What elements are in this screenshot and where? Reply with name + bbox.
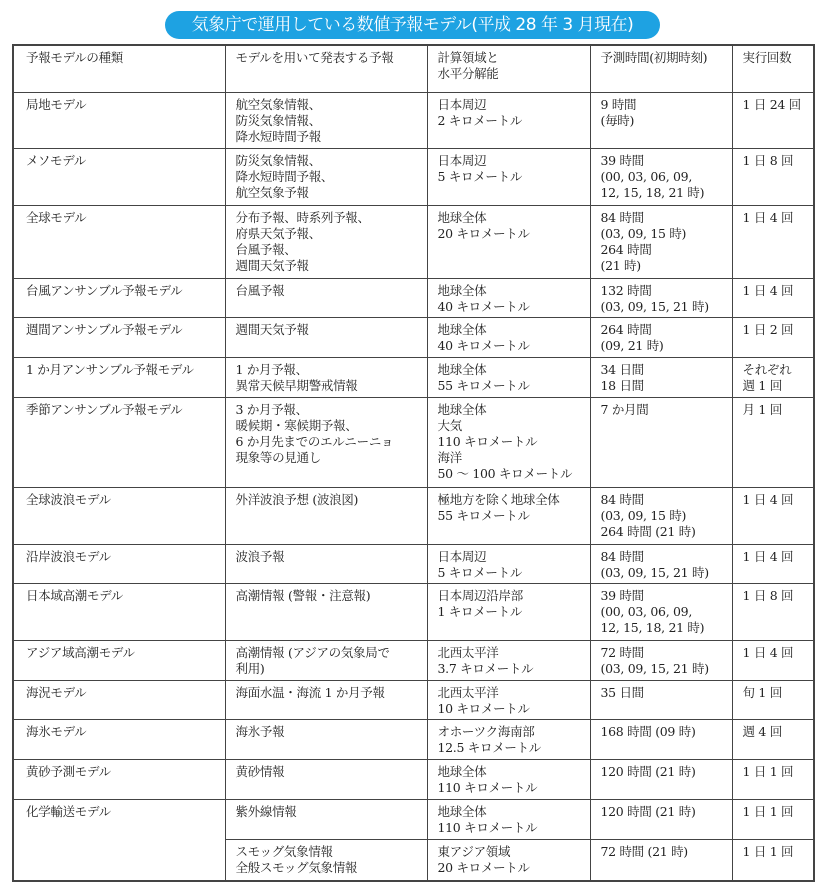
header-model-type: 予報モデルの種類 — [13, 45, 225, 92]
table-row — [13, 759, 814, 799]
cell-model-type: 海氷モデル — [13, 719, 225, 759]
cell-model-type: メソモデル — [13, 148, 225, 205]
cell-model-type: 日本域高潮モデル — [13, 583, 225, 640]
cell-forecast-products: 高潮情報 (警報・注意報) — [225, 583, 427, 640]
cell-model-type: 海況モデル — [13, 680, 225, 719]
cell-forecast-products: 海面水温・海流 1 か月予報 — [225, 680, 427, 719]
cell-forecast-products: 防災気象情報、 降水短時間予報、 航空気象予報 — [225, 148, 427, 205]
cell-run-frequency: 1 日 4 回 — [732, 278, 814, 317]
cell-forecast-time: 168 時間 (09 時) — [590, 719, 732, 759]
cell-forecast-time: 120 時間 (21 時) — [590, 759, 732, 799]
cell-model-type: 週間アンサンブル予報モデル — [13, 317, 225, 357]
cell-domain-resolution: 地球全体 55 キロメートル — [427, 357, 590, 397]
cell-run-frequency: 1 日 8 回 — [732, 148, 814, 205]
cell-model-type: 化学輸送モデル — [13, 799, 225, 881]
cell-run-frequency: 1 日 4 回 — [732, 544, 814, 583]
cell-forecast-products: 1 か月予報、 異常天候早期警戒情報 — [225, 357, 427, 397]
cell-model-type: 1 か月アンサンブル予報モデル — [13, 357, 225, 397]
table-row — [13, 148, 814, 205]
cell-run-frequency: それぞれ 週 1 回 — [732, 357, 814, 397]
cell-model-type: 季節アンサンブル予報モデル — [13, 397, 225, 487]
table-row — [13, 583, 814, 640]
cell-run-frequency: 1 日 1 回 — [732, 799, 814, 839]
cell-run-frequency: 1 日 4 回 — [732, 640, 814, 680]
cell-model-type: 沿岸波浪モデル — [13, 544, 225, 583]
cell-domain-resolution: 日本周辺 5 キロメートル — [427, 148, 590, 205]
cell-domain-resolution: 地球全体 110 キロメートル — [427, 759, 590, 799]
cell-forecast-time: 120 時間 (21 時) — [590, 799, 732, 839]
cell-domain-resolution: 地球全体 110 キロメートル — [427, 799, 590, 839]
table-row — [13, 719, 814, 759]
cell-forecast-products: 海氷予報 — [225, 719, 427, 759]
cell-model-type: 全球波浪モデル — [13, 487, 225, 544]
cell-domain-resolution: オホーツク海南部 12.5 キロメートル — [427, 719, 590, 759]
cell-forecast-time: 84 時間 (03, 09, 15 時) 264 時間 (21 時) — [590, 487, 732, 544]
table-row — [13, 680, 814, 719]
cell-run-frequency: 1 日 24 回 — [732, 92, 814, 148]
cell-forecast-time: 35 日間 — [590, 680, 732, 719]
header-domain-resolution: 計算領域と 水平分解能 — [427, 45, 590, 92]
cell-run-frequency: 1 日 1 回 — [732, 759, 814, 799]
table-row — [13, 544, 814, 583]
cell-domain-resolution: 日本周辺 5 キロメートル — [427, 544, 590, 583]
cell-forecast-time: 84 時間 (03, 09, 15, 21 時) — [590, 544, 732, 583]
table-row — [13, 92, 814, 148]
cell-run-frequency: 旬 1 回 — [732, 680, 814, 719]
cell-model-type: アジア域高潮モデル — [13, 640, 225, 680]
cell-run-frequency: 週 4 回 — [732, 719, 814, 759]
cell-forecast-time: 7 か月間 — [590, 397, 732, 487]
cell-forecast-time: 84 時間 (03, 09, 15 時) 264 時間 (21 時) — [590, 205, 732, 278]
cell-forecast-time: 72 時間 (03, 09, 15, 21 時) — [590, 640, 732, 680]
cell-run-frequency: 1 日 4 回 — [732, 487, 814, 544]
table-row — [13, 397, 814, 487]
cell-forecast-products: 高潮情報 (アジアの気象局で 利用) — [225, 640, 427, 680]
cell-run-frequency: 1 日 2 回 — [732, 317, 814, 357]
cell-forecast-products: 3 か月予報、 暖候期・寒候期予報、 6 か月先までのエルニーニョ 現象等の見通し — [225, 397, 427, 487]
cell-run-frequency: 月 1 回 — [732, 397, 814, 487]
header-forecast-products: モデルを用いて発表する予報 — [225, 45, 427, 92]
table-row — [13, 487, 814, 544]
cell-run-frequency: 1 日 4 回 — [732, 205, 814, 278]
cell-model-type: 局地モデル — [13, 92, 225, 148]
cell-domain-resolution: 地球全体 20 キロメートル — [427, 205, 590, 278]
cell-forecast-products: 黄砂情報 — [225, 759, 427, 799]
cell-forecast-time: 9 時間 (毎時) — [590, 92, 732, 148]
cell-forecast-products: 台風予報 — [225, 278, 427, 317]
nwp-models-table — [12, 44, 815, 882]
cell-domain-resolution: 極地方を除く地球全体 55 キロメートル — [427, 487, 590, 544]
table-row — [13, 640, 814, 680]
table-row — [13, 799, 814, 839]
cell-model-type: 全球モデル — [13, 205, 225, 278]
cell-model-type: 黄砂予測モデル — [13, 759, 225, 799]
table-row — [13, 205, 814, 278]
cell-forecast-products: 週間天気予報 — [225, 317, 427, 357]
cell-forecast-products: 紫外線情報 — [225, 799, 427, 839]
header-row — [13, 45, 814, 92]
cell-domain-resolution: 日本周辺 2 キロメートル — [427, 92, 590, 148]
table-title: 気象庁で運用している数値予報モデル(平成 28 年 3 月現在) — [165, 11, 660, 39]
cell-domain-resolution: 北西太平洋 3.7 キロメートル — [427, 640, 590, 680]
cell-forecast-time: 132 時間 (03, 09, 15, 21 時) — [590, 278, 732, 317]
cell-forecast-products: 分布予報、時系列予報、 府県天気予報、 台風予報、 週間天気予報 — [225, 205, 427, 278]
table-row — [13, 278, 814, 317]
cell-domain-resolution: 日本周辺沿岸部 1 キロメートル — [427, 583, 590, 640]
header-forecast-time: 予測時間(初期時刻) — [590, 45, 732, 92]
cell-domain-resolution: 地球全体 40 キロメートル — [427, 278, 590, 317]
cell-run-frequency: 1 日 1 回 — [732, 839, 814, 881]
cell-forecast-time: 34 日間 18 日間 — [590, 357, 732, 397]
header-run-frequency: 実行回数 — [732, 45, 814, 92]
cell-forecast-time: 39 時間 (00, 03, 06, 09, 12, 15, 18, 21 時) — [590, 583, 732, 640]
table-row — [13, 317, 814, 357]
cell-forecast-products: スモッグ気象情報 全般スモッグ気象情報 — [225, 839, 427, 881]
cell-forecast-time: 264 時間 (09, 21 時) — [590, 317, 732, 357]
cell-domain-resolution: 地球全体 40 キロメートル — [427, 317, 590, 357]
cell-forecast-products: 波浪予報 — [225, 544, 427, 583]
cell-model-type: 台風アンサンブル予報モデル — [13, 278, 225, 317]
cell-domain-resolution: 東アジア領域 20 キロメートル — [427, 839, 590, 881]
cell-forecast-time: 72 時間 (21 時) — [590, 839, 732, 881]
cell-forecast-products: 外洋波浪予想 (波浪図) — [225, 487, 427, 544]
cell-domain-resolution: 北西太平洋 10 キロメートル — [427, 680, 590, 719]
table-row — [13, 357, 814, 397]
cell-forecast-time: 39 時間 (00, 03, 06, 09, 12, 15, 18, 21 時) — [590, 148, 732, 205]
cell-forecast-products: 航空気象情報、 防災気象情報、 降水短時間予報 — [225, 92, 427, 148]
cell-run-frequency: 1 日 8 回 — [732, 583, 814, 640]
cell-domain-resolution: 地球全体 大気 110 キロメートル 海洋 50 ～ 100 キロメートル — [427, 397, 590, 487]
